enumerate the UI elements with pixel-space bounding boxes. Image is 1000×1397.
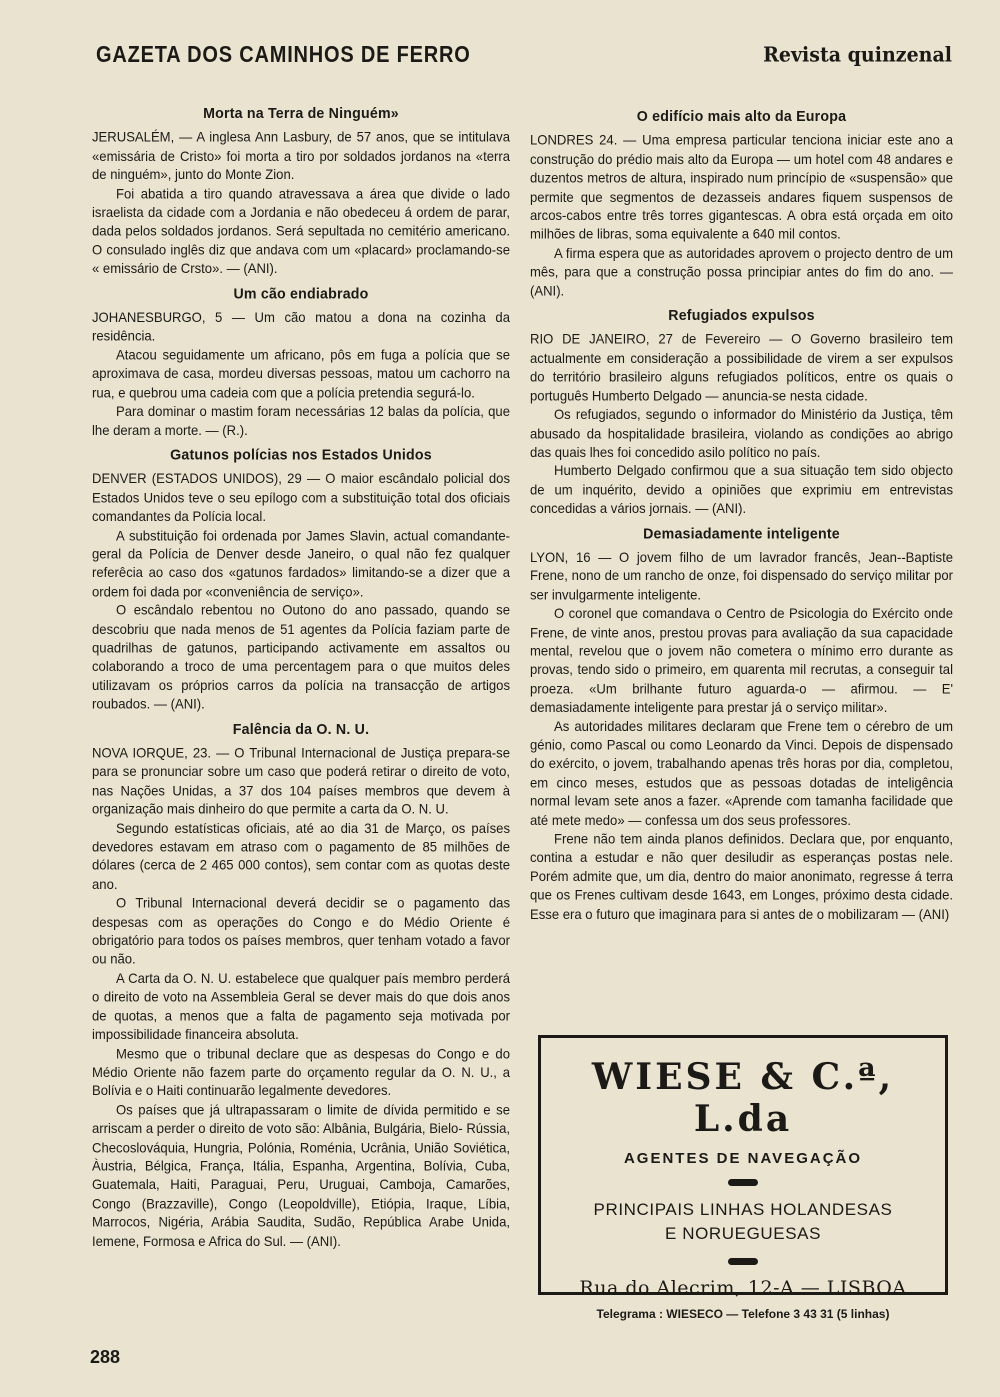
article-paragraph: Os refugiados, segundo o informador do Ministério da Justiça, têm abusado da hospitalidade brasileira, violando as condições ao abrigo das quais lhes foi concedido asilo político no país. xyxy=(530,406,953,460)
article-title: Falência da O. N. U. xyxy=(232,721,370,738)
article-paragraph: LYON, 16 — O jovem filho de um lavrador francês, Jean--Baptiste Frene, nono de um rancho de onze, foi dispensado do serviço militar por ser invulgarmente inteligente. xyxy=(530,549,953,603)
masthead xyxy=(96,44,952,80)
article xyxy=(92,285,510,440)
article-paragraph: Frene não tem ainda planos definidos. Declara que, por enquanto, contina a estudar e não quer desiludir as esperanças postas nele. Porém admite que, um dia, dentro do maior anonimato, regresse á terra que os Frenes cultivam desde 1643, em Longes, próximo desta cidade. Esse era o futuro que imaginara para si antes de o mobilizaram — (ANI) xyxy=(530,831,953,922)
article-paragraph: Segundo estatísticas oficiais, até ao dia 31 de Março, os países devedores estavam em atraso com o pagamento de 85 milhões de dólares (cerca de 2 465 000 contos), sem contar com as quotas deste ano. xyxy=(92,820,510,893)
publication-title: GAZETA DOS CAMINHOS DE FERRO xyxy=(96,42,471,68)
article-paragraph: Os países que já ultrapassaram o limite de dívida permitido e se arriscam a perder o direito de voto são: Albânia, Bulgária, Bielo- Rússia, Checoslováquia, Hungria, Polónia, Roménia, Ucrânia, União Soviética, Àustria, Bélgica, França, Itália, Espanha, Argentina, Bolívia, Cuba, Guatemala, Haiti, Paraguai, Peru, Uruguai, Camboja, Camarões, Congo (Brazzaville), Congo (Leopoldville), Etiópia, Iraque, Líbia, Marrocos, Nigéria, Arábia Saudita, Sudão, República Arabe Unida, Iemene, Formosa e Africa do Sul. — (ANI). xyxy=(92,1102,510,1249)
article xyxy=(92,105,510,279)
article-paragraph: NOVA IORQUE, 23. — O Tribunal Internacional de Justiça prepara-se para se pronunciar sobre um caso que poderá retirar o direito de voto, nas Nações Unidas, a 37 dos 104 países membros que devem à organização mais dinheiro do que permite a carta da O. N. U. xyxy=(92,745,510,817)
article xyxy=(530,108,953,301)
ad-line-2: E NORUEGUESAS xyxy=(664,1224,822,1243)
article-paragraph: O coronel que comandava o Centro de Psicologia do Exército onde Frene, de vinte anos, prestou provas para avaliação da sua capacidade mental, revelou que o jovem não cometera o mínimo erro durante as provas, tendo sido o primeiro, em quarenta mil recrutas, a conseguir tal proeza. «Um brilhante futuro aguarda-o — afirmou. — E' demasiadamente inteligente para prestar já o serviço militar». xyxy=(530,605,953,716)
article-title: Gatunos polícias nos Estados Unidos xyxy=(170,447,432,464)
ad-divider xyxy=(728,1258,758,1265)
ad-telegram: Telegrama : WIESECO — Telefone 3 43 31 (5 linhas) xyxy=(596,1307,890,1321)
article-paragraph: RIO DE JANEIRO, 27 de Fevereiro — O Governo brasileiro tem actualmente em consideração a possibilidade de virem a ser expulsos do território brasileiro alguns refugiados políticos, entre os quais o português Humberto Delgado — anuncia-se nesta cidade. xyxy=(530,331,953,404)
right-column xyxy=(530,104,953,930)
ad-line-1: PRINCIPAIS LINHAS HOLANDESAS xyxy=(593,1200,893,1219)
publication-subtitle: Revista quinzenal xyxy=(763,42,952,68)
article-paragraph: DENVER (ESTADOS UNIDOS), 29 — O maior escândalo policial dos Estados Unidos teve o seu epílogo com a substituição total dos oficiais comandantes da Polícia local. xyxy=(92,471,510,525)
page-number: 288 xyxy=(90,1347,121,1367)
article-title: Refugiados expulsos xyxy=(668,307,815,325)
article-paragraph: Atacou seguidamente um africano, pôs em fuga a polícia que se aproximava de casa, mordeu diversas pessoas, matou um cachorro na rua, e quebrou uma cadeia com que a polícia pretendia segurá-lo. xyxy=(92,347,510,401)
article xyxy=(92,720,510,1251)
article-title: Um cão endiabrado xyxy=(233,285,369,303)
article xyxy=(92,446,510,714)
article-paragraph: As autoridades militares declaram que Frene tem o cérebro de um génio, como Pascal ou como Leonardo da Vinci. Depois de dispensado do exército, o jovem, trabalhando apenas três horas por dia, completou, em cinco meses, estudos que as pessoas dotadas de inteligência normal levam sete anos a fazer. «Aprende com tamanha facilidade que até mete medo» — confessa um dos seus professores. xyxy=(530,718,953,828)
ad-subtitle: AGENTES DE NAVEGAÇÃO xyxy=(623,1150,863,1167)
article-title: O edifício mais alto da Europa xyxy=(636,108,847,126)
article-paragraph: Para dominar o mastim foram necessárias 12 balas da polícia, que lhe deram a morte. — (R.). xyxy=(92,403,510,438)
article xyxy=(530,525,953,924)
left-column xyxy=(92,101,510,1258)
article-paragraph: JERUSALÉM, — A inglesa Ann Lasbury, de 57 anos, que se intitulava «emissária de Cristo» foi morta a tiro por soldados jordanos na «terra de ninguém», junto do Monte Zion. xyxy=(92,129,510,183)
article-title: Demasiadamente inteligente xyxy=(643,525,840,543)
article-paragraph: Mesmo que o tribunal declare que as despesas do Congo e do Médio Oriente não fazem parte do orçamento regular da O. N. U., a Bolívia e o Haiti continuarão legalmente devedores. xyxy=(92,1045,510,1099)
article-paragraph: A substituição foi ordenada por James Slavin, actual comandante-geral da Polícia de Denver desde Janeiro, o qual não fez qualquer referêcia ao caso dos «gatunos fardados» limitando-se a dizer que a ordem foi dada por «conveniência de serviço». xyxy=(92,527,510,600)
article-paragraph: A Carta da O. N. U. estabelece que qualquer país membro perderá o direito de voto na Assembleia Geral se dever mais do que dois anos de quotas, a menos que a falta de pagamento seja motivada por impossibilidade financeira absoluta. xyxy=(92,970,510,1043)
article-paragraph: O escândalo rebentou no Outono do ano passado, quando se descobriu que nada menos de 51 agentes da Polícia faziam parte de quadrilhas de gatunos, participando activamente em assaltos ou colaborando a troco de uma percentagem para o que muitos deles utilizavam os próprios carros da polícia na transacção de artigos roubados. — (ANI). xyxy=(92,602,510,712)
article-paragraph: Humberto Delgado confirmou que a sua situação tem sido objecto de um inquérito, devido a opiniões que exprimiu em entrevistas concedidas a vários jornais. — (ANI). xyxy=(530,463,953,517)
article-paragraph: A firma espera que as autoridades aprovem o projecto dentro de um mês, para que a construção possa principiar antes do fim do ano. — (ANI). xyxy=(530,245,953,299)
article xyxy=(530,307,953,519)
article-paragraph: Foi abatida a tiro quando atravessava a área que divide o lado israelista da cidade com a Jordania e não obedeceu á ordem de parar, dada pelos soldados jordanos. Será sepultada no cemitério americano. O consulado inglês diz que andava com um «placard» proclamando-se « emissário de Crsto». — (ANI). xyxy=(92,185,510,277)
ad-company-name: WIESE & C.ª, L.da xyxy=(591,1056,895,1140)
article-paragraph: LONDRES 24. — Uma empresa particular tenciona iniciar este ano a construção do prédio mais alto da Europa — um hotel com 48 andares e duzentos metros de altura, inspirado num princípio de «suspensão» que permite que segmentos de dezasseis andares fiquem suspensos de arcos-cabos entre três torres gigantescas. A obra está orçada em oito milhões de libras, soma equivalente a 640 mil contos. xyxy=(530,132,953,243)
advertisement xyxy=(538,1035,948,1321)
article-paragraph: JOHANESBURGO, 5 — Um cão matou a dona na cozinha da residência. xyxy=(92,309,510,344)
article-paragraph: O Tribunal Internacional deverá decidir se o pagamento das despesas com as operações do Congo e do Médio Oriente é obrigatório para todos os países membros, quer tenham votado a favor ou não. xyxy=(92,895,510,968)
article-title: Morta na Terra de Ninguém» xyxy=(203,105,399,123)
ad-address: Rua do Alecrim, 12-A — LISBOA xyxy=(579,1277,907,1299)
ad-divider xyxy=(728,1179,758,1186)
